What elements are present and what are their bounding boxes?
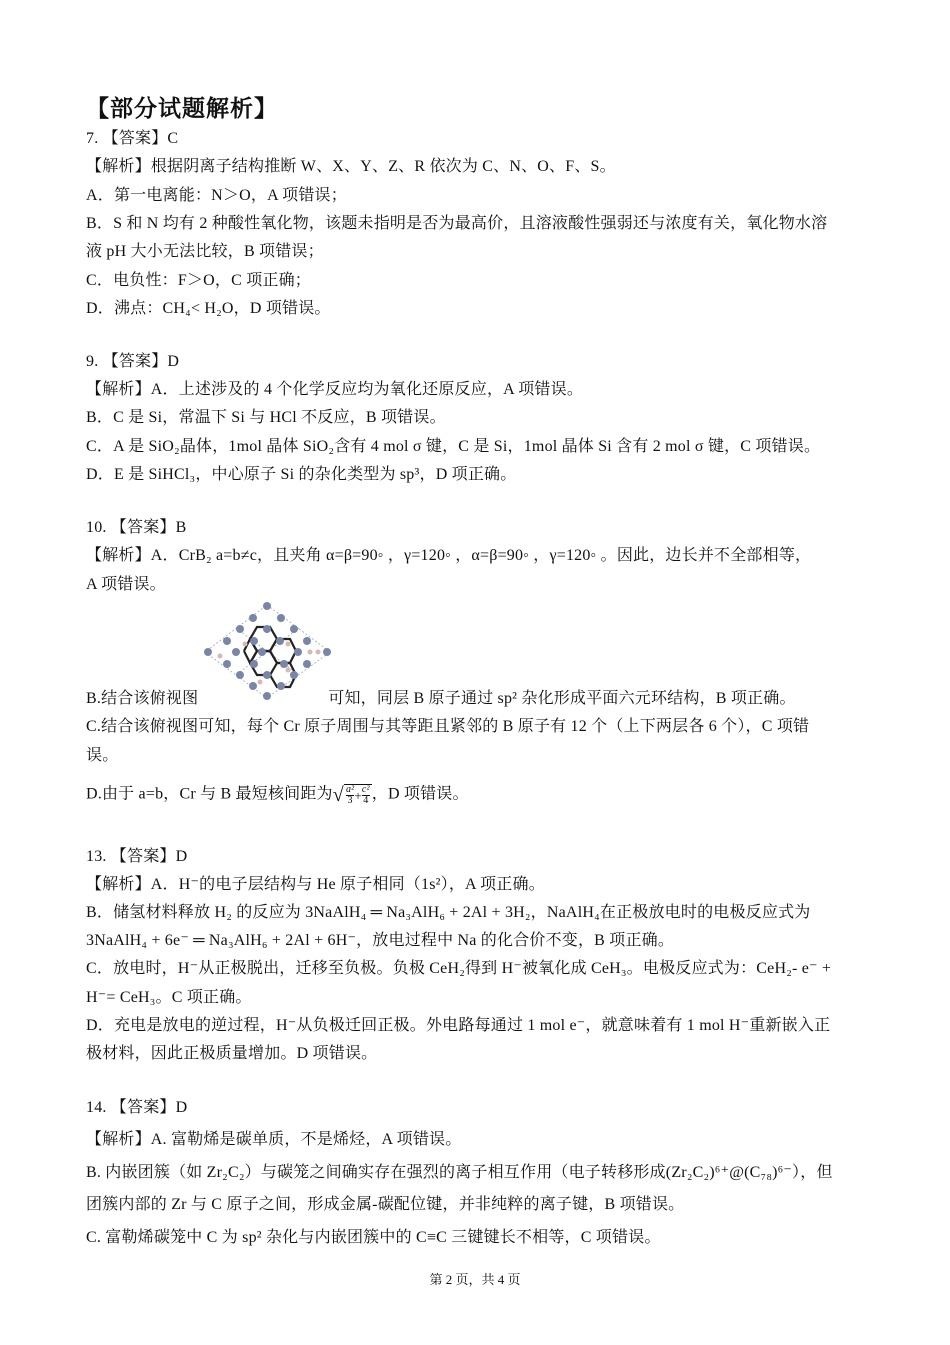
q9-line: 【解析】A．上述涉及的 4 个化学反应均为氧化还原反应，A 项错误。 xyxy=(86,381,584,398)
q13-line: 3NaAlH₄ + 6e⁻ ═ Na₃AlH₆ + 2Al + 6H⁻，放电过程中 Na 的化合价不变，B 项正确。 xyxy=(86,932,675,949)
q7-line: D．沸点：CH₄< H₂O，D 项错误。 xyxy=(86,300,331,317)
q7-line: A．第一电离能：N＞O，A 项错误； xyxy=(86,187,347,204)
numerator: a² xyxy=(345,784,355,795)
q10-b-line xyxy=(86,689,796,709)
q10-d-line xyxy=(86,784,469,806)
q10-answer: 10. 【答案】B xyxy=(86,519,187,536)
q14-line: 【解析】A. 富勒烯是碳单质，不是烯烃，A 项错误。 xyxy=(86,1131,462,1148)
q14-line: B. 内嵌团簇（如 Zr₂C₂）与碳笼之间确实存在强烈的离子相互作用（电子转移形成(Zr₂C₂)⁶⁺@(C₇₈)⁶⁻），但 xyxy=(86,1164,833,1181)
q9-answer: 9. 【答案】D xyxy=(86,353,180,370)
sqrt-formula: √ $\frac{\text{a²}}{3}$ + $\frac{\text{c²}}{4}$ xyxy=(332,784,370,806)
q13-line: D．充电是放电的逆过程，H⁻从负极迁回正极。外电路每通过 1 mol e⁻，就意味着有 1 mol H⁻重新嵌入正 xyxy=(86,1017,831,1034)
q7-answer: 7. 【答案】C xyxy=(86,130,179,147)
denominator: 3 xyxy=(347,795,353,806)
page-footer: 第 2 页，共 4 页 xyxy=(429,1272,521,1287)
q13-line: 极材料，因此正极质量增加。D 项错误。 xyxy=(86,1045,378,1062)
q13-line: B．储氢材料释放 H₂ 的反应为 3NaAlH₄ ═ Na₃AlH₆ + 2Al + 3H₂，NaAlH₄在正极放电时的电极反应式为 xyxy=(86,904,811,921)
q13-line: C．放电时，H⁻从正极脱出，迁移至负极。负极 CeH₂得到 H⁻被氧化成 CeH₃。电极反应式为：CeH₂- e⁻ + xyxy=(86,960,832,977)
q13-answer: 13. 【答案】D xyxy=(86,848,188,865)
q7-line: C．电负性：F＞O，C 项正确； xyxy=(86,272,311,289)
q10-b-suffix: 可知，同层 B 原子通过 sp² 杂化形成平面六元环结构，B 项正确。 xyxy=(328,690,796,707)
q10-b-prefix: B.结合该俯视图 xyxy=(86,690,199,707)
q13-line: H⁻= CeH₃。C 项正确。 xyxy=(86,989,252,1006)
q10-c-line: C.结合该俯视图可知，每个 Cr 原子周围与其等距且紧邻的 B 原子有 12 个（上下两层各 6 个），C 项错 xyxy=(86,718,810,735)
denominator: 4 xyxy=(363,795,369,806)
plus: + xyxy=(354,787,362,803)
q9-line: B．C 是 Si，常温下 Si 与 HCl 不反应，B 项错误。 xyxy=(86,409,446,426)
q7-line: 【解析】根据阴离子结构推断 W、X、Y、Z、R 依次为 C、N、O、F、S。 xyxy=(86,158,616,175)
q7-line: 液 pH 大小无法比较，B 项错误； xyxy=(86,243,324,260)
q10-c-line: 误。 xyxy=(86,747,119,764)
q9-line: D．E 是 SiHCl₃，中心原子 Si 的杂化类型为 sp³，D 项正确。 xyxy=(86,466,517,483)
q13-line: 【解析】A．H⁻的电子层结构与 He 原子相同（1s²），A 项正确。 xyxy=(86,876,545,893)
numerator: c² xyxy=(361,784,370,795)
q10-d-suffix: ，D 项错误。 xyxy=(371,785,469,803)
q10-line: A 项错误。 xyxy=(86,576,166,593)
q9-line: C．A 是 SiO₂晶体，1mol 晶体 SiO₂含有 4 mol σ 键，C 是 Si，1mol 晶体 Si 含有 2 mol σ 键，C 项错误。 xyxy=(86,438,821,455)
section-title: 【部分试题解析】 xyxy=(86,96,278,122)
q14-answer: 14. 【答案】D xyxy=(86,1099,188,1116)
crystal-top-view-figure xyxy=(200,600,335,700)
q14-line: C. 富勒烯碳笼中 C 为 sp² 杂化与内嵌团簇中的 C≡C 三键键长不相等，C 项错误。 xyxy=(86,1229,661,1246)
q14-line: 团簇内部的 Zr 与 C 原子之间，形成金属-碳配位键，并非纯粹的离子键，B 项错误。 xyxy=(86,1196,685,1213)
q10-d-prefix: D.由于 a=b，Cr 与 B 最短核间距为 xyxy=(86,785,333,803)
q10-line: 【解析】A．CrB₂ a=b≠c，且夹角 α=β=90◦ ，γ=120◦ ，α=β=90◦ ，γ=120◦ 。因此，边长并不全部相等， xyxy=(86,547,812,564)
q7-line: B．S 和 N 均有 2 种酸性氧化物，该题未指明是否为最高价，且溶液酸性强弱还与浓度有关，氧化物水溶 xyxy=(86,215,828,232)
